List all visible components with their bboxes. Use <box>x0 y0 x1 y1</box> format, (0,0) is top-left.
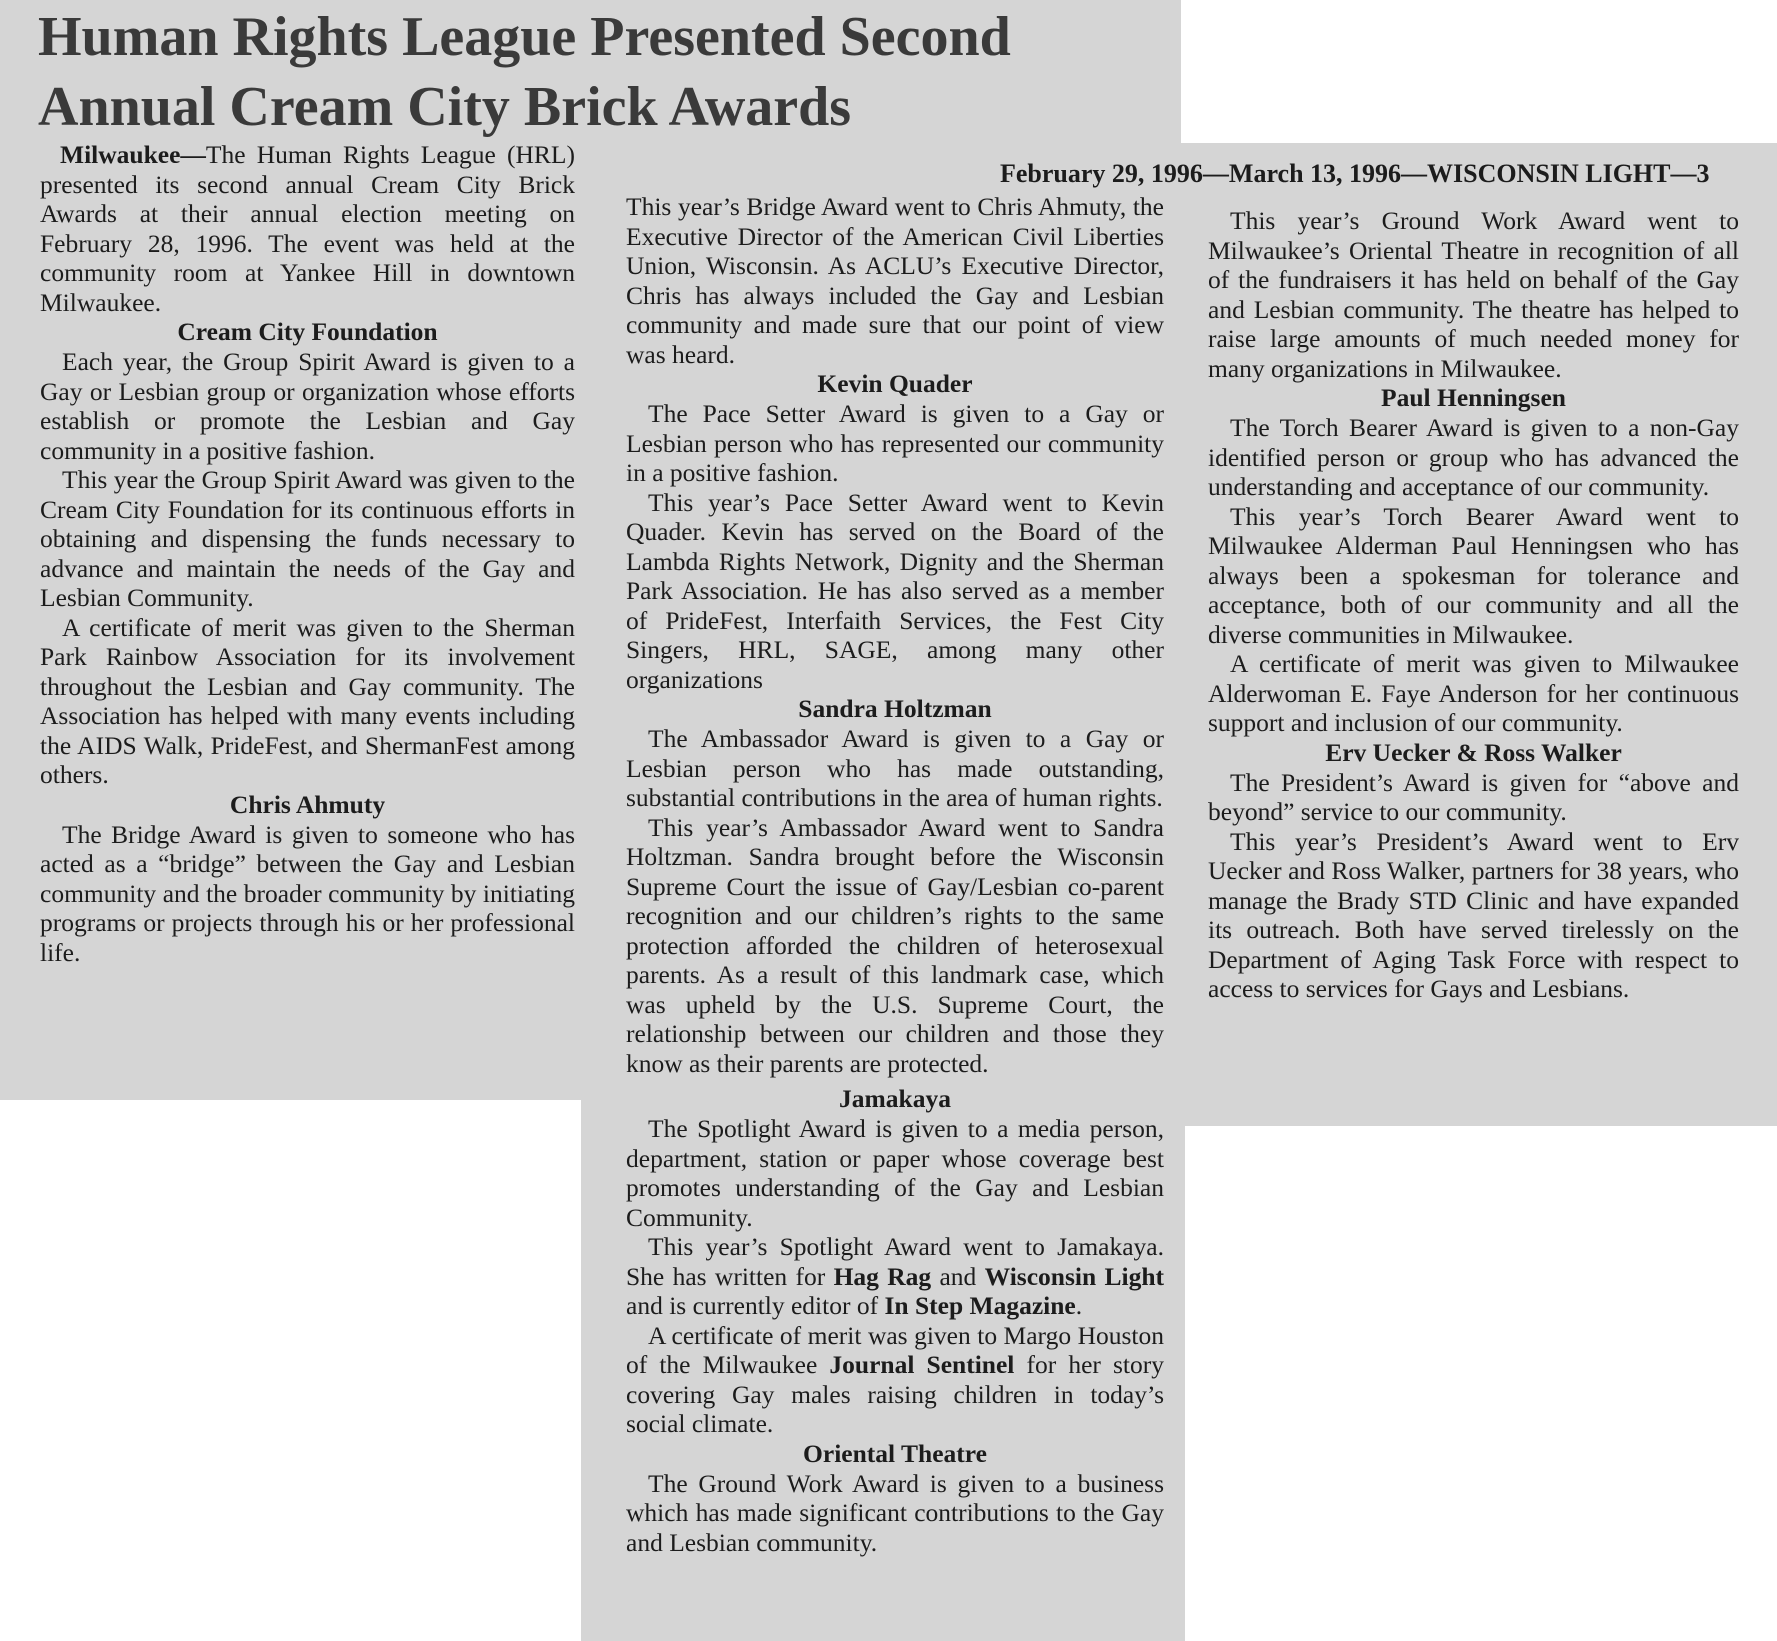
section-heading-chris: Chris Ahmuty <box>229 789 386 819</box>
paragraph: A certificate of merit was given to the Sherman Park Rainbow Association for its involvement throughout the Lesbian and Gay community. The Association has helped with many events including the AIDS Walk, PrideFest, and ShermanFest among others. <box>40 612 575 789</box>
paragraph: A certificate of merit was given to Milwaukee Alderwoman E. Faye Anderson for her continuous support and inclusion of our community. <box>1208 649 1739 737</box>
column-3 <box>1208 206 1739 1004</box>
section-heading-kevin: Kevin Quader <box>817 369 973 398</box>
masthead-dateline: February 29, 1996—March 13, 1996—WISCONSIN LIGHT—3 <box>1000 159 1710 188</box>
text-run: A certificate of merit was given to Margo Houston of the Milwaukee <box>626 1320 1164 1379</box>
column-2 <box>626 192 1164 1557</box>
text-run: . <box>1075 1291 1083 1320</box>
paragraph: The President’s Award is given for “above and beyond” service to our community. <box>1208 767 1739 826</box>
paragraph: This year’s President’s Award went to Erv Uecker and Ross Walker, partners for 38 years, who manage the Brady STD Clinic and have expanded its outreach. Both have served tirelessly on the Department of Aging Task Force with respect to access to services for Gays and Lesbians. <box>1208 826 1739 1003</box>
section-heading-oriental: Oriental Theatre <box>803 1438 987 1468</box>
paragraph: The Bridge Award is given to someone who has acted as a “bridge” between the Gay and Lesbian community and the broader community by initiating programs or projects through his or her professional life. <box>40 819 575 967</box>
text-run: and is currently editor of <box>626 1291 885 1320</box>
paragraph <box>626 1232 1164 1321</box>
paragraph: The Pace Setter Award is given to a Gay or Lesbian person who has represented our community in a positive fashion. <box>626 399 1164 487</box>
paragraph: This year’s Bridge Award went to Chris Ahmuty, the Executive Director of the American Civil Liberties Union, Wisconsin. As ACLU’s Executive Director, Chris has always included the Gay and Lesbian community and made sure that our point of view was heard. <box>626 192 1164 369</box>
text-run: This year’s Spotlight Award went to Jamakaya. She has written for <box>626 1232 1164 1291</box>
paragraph: The Ground Work Award is given to a business which has made significant contributions to the Gay and Lesbian community. <box>626 1468 1164 1557</box>
paragraph: This year the Group Spirit Award was given to the Cream City Foundation for its continuous efforts in obtaining and dispensing the funds necessary to advance and maintain the needs of the Gay and Lesbian Community. <box>40 465 575 612</box>
intro-text: The Human Rights League (HRL) presented its second annual Cream City Brick Awards at their annual election meeting on February 28, 1996. The event was held at the community room at Yankee Hill in downtown Milwaukee. <box>40 140 575 317</box>
publication-title: In Step Magazine <box>884 1291 1076 1320</box>
paragraph: The Spotlight Award is given to a media person, department, station or paper whose coverage best promotes understanding of the Gay and Lesbian Community. <box>626 1114 1164 1232</box>
publication-title: Hag Rag <box>833 1261 932 1291</box>
paragraph: This year’s Torch Bearer Award went to Milwaukee Alderman Paul Henningsen who has always been a spokesman for tolerance and acceptance, both of our community and all the diverse communities in Milwaukee. <box>1208 501 1739 649</box>
text-run: for her story covering Gay males raising children in today’s social climate. <box>626 1350 1164 1438</box>
paragraph: This year’s Ambassador Award went to Sandra Holtzman. Sandra brought before the Wisconsin Supreme Court the issue of Gay/Lesbian co-parent recognition and our children’s rights to the same protection afforded the children of heterosexual parents. As a result of this landmark case, which was upheld by the U.S. Supreme Court, the relationship between our children and those they know as their parents are protected. <box>626 812 1164 1078</box>
publication-title: Journal Sentinel <box>829 1350 1015 1379</box>
paragraph: The Torch Bearer Award is given to a non-Gay identified person or group who has advanced the understanding and acceptance of our community. <box>1208 413 1739 501</box>
section-heading-erv-ross: Erv Uecker & Ross Walker <box>1325 737 1622 767</box>
paragraph <box>626 1321 1164 1439</box>
paragraph: This year’s Ground Work Award went to Milwaukee’s Oriental Theatre in recognition of all of the fundraisers it has held on behalf of the Gay and Lesbian community. The theatre has helped to raise large amounts of much needed money for many organizations in Milwaukee. <box>1208 206 1739 383</box>
dateline: Milwaukee— <box>60 140 206 169</box>
text-run: and <box>931 1261 985 1291</box>
section-heading-cream-city: Cream City Foundation <box>177 317 438 346</box>
intro-paragraph <box>40 140 575 317</box>
paragraph: The Ambassador Award is given to a Gay or Lesbian person who has made outstanding, substantial contributions in the area of human rights. <box>626 724 1164 812</box>
section-heading-paul: Paul Henningsen <box>1381 383 1566 412</box>
section-heading-jamakaya: Jamakaya <box>839 1084 951 1113</box>
section-heading-sandra: Sandra Holtzman <box>798 694 992 723</box>
paragraph: Each year, the Group Spirit Award is given to a Gay or Lesbian group or organization whose efforts establish or promote the Lesbian and Gay community in a positive fashion. <box>40 347 575 465</box>
headline: Human Rights League Presented Second Annual Cream City Brick Awards <box>38 6 1011 138</box>
paragraph: This year’s Pace Setter Award went to Kevin Quader. Kevin has served on the Board of the Lambda Rights Network, Dignity and the Sherman Park Association. He has also served as a member of PrideFest, Interfaith Services, the Fest City Singers, HRL, SAGE, among many other organizations <box>626 487 1164 694</box>
publication-title: Wisconsin Light <box>984 1261 1164 1291</box>
column-1 <box>40 140 575 967</box>
